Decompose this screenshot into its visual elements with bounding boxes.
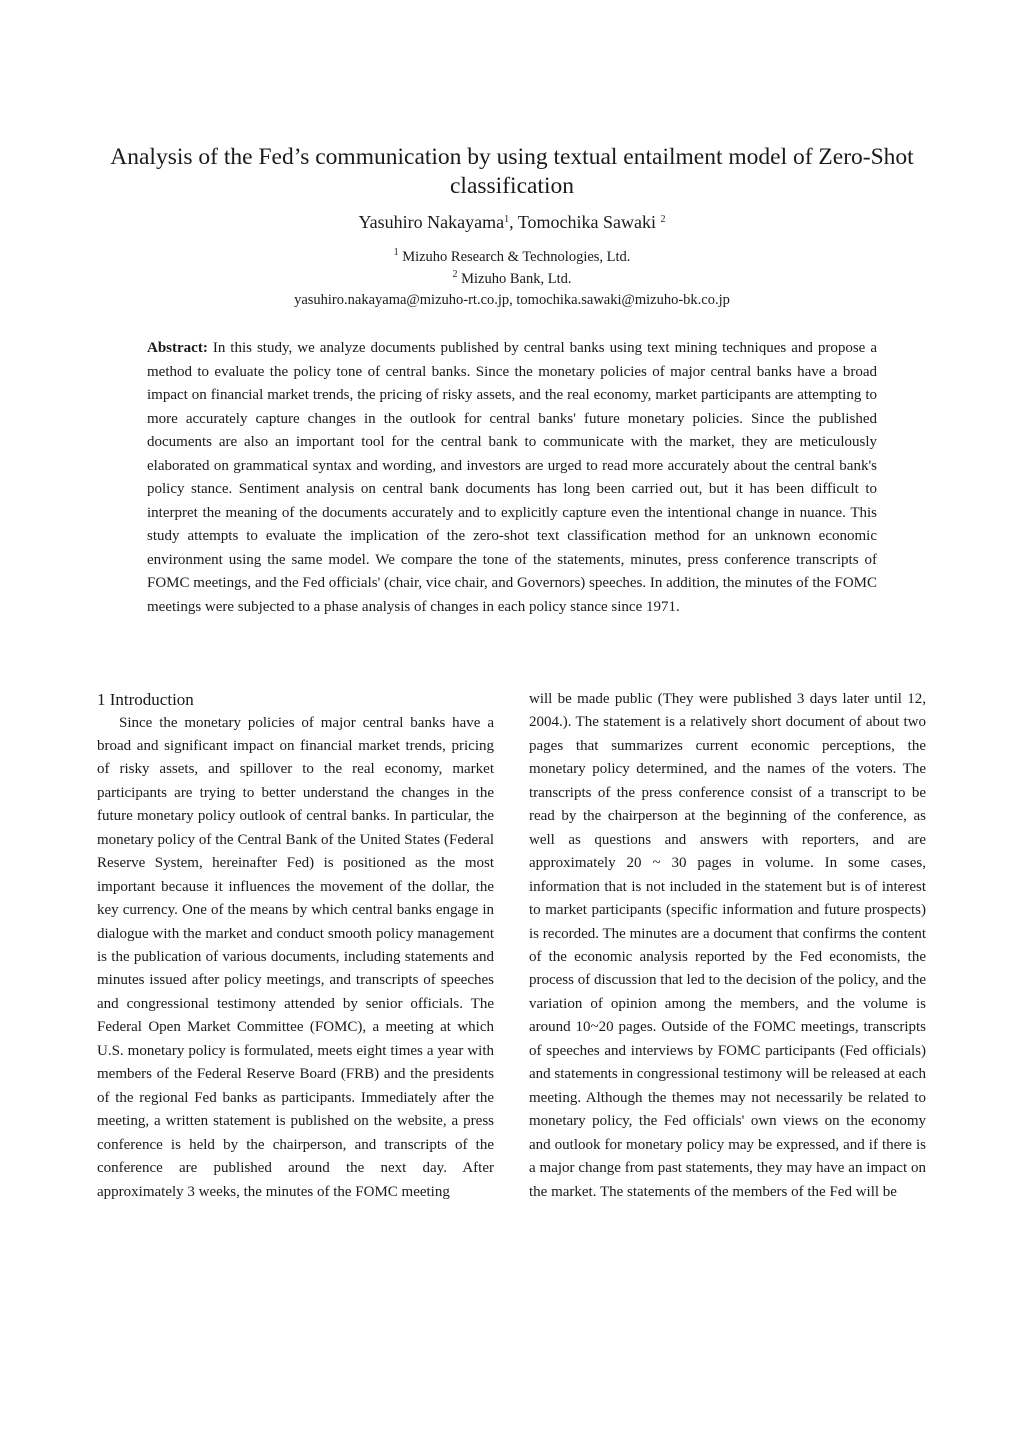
affiliation-marker: 2 xyxy=(452,269,458,280)
affiliation-marker: 2 xyxy=(660,214,666,225)
abstract-label: Abstract: xyxy=(147,340,208,356)
section-heading: 1 Introduction xyxy=(97,690,194,709)
affiliation-text: Mizuho Research & Technologies, Ltd. xyxy=(398,249,631,265)
affiliation xyxy=(0,269,1024,289)
affiliation xyxy=(0,247,1024,267)
body-paragraph: will be made public (They were published 3 days later until 12, 2004.). The statement is a relatively short document of about two pages that summarizes current economic perceptions, the monetary policy determined, and the names of the voters. The transcripts of the press conference consist of a transcript to be read by the chairperson at the beginning of the conference, as well as questions and answers with reporters, and are approximately 20 ~ 30 pages in volume. In some cases, information that is not included in the statement but is of interest to market participants (specific information and future prospects) is recorded. The minutes are a document that confirms the content of the economic analysis reported by the Fed economists, the process of discussion that led to the decision of the policy, and the variation of opinion among the members, and the volume is around 10~20 pages. Outside of the FOMC meetings, transcripts of speeches and interviews by FOMC participants (Fed officials) and statements in congressional testimony will be released at each meeting. Although the themes may not necessarily be related to monetary policy, the Fed officials' own views on the economy and outlook for monetary policy may be expressed, and if there is a major change from past statements, they may have an impact on the market. The statements of the members of the Fed will be xyxy=(529,691,926,1200)
right-column xyxy=(529,688,926,1204)
affiliation-marker: 1 xyxy=(393,247,399,258)
author-separator: , xyxy=(509,212,518,232)
abstract xyxy=(147,337,877,619)
paper-title: Analysis of the Fed’s communication by using textual entailment model of Zero-Shot classification xyxy=(110,144,914,199)
affiliation-text: Mizuho Bank, Ltd. xyxy=(457,271,572,287)
author-name: Yasuhiro Nakayama xyxy=(358,212,505,232)
body-paragraph: Since the monetary policies of major central banks have a broad and significant impact on financial market trends, pricing of risky assets, and spillover to the real economy, market participants are trying to better understand the changes in the future monetary policy outlook of central banks. In particular, the monetary policy of the Central Bank of the United States (Federal Reserve System, hereinafter Fed) is positioned as the most important because it influences the movement of the dollar, the key currency. One of the means by which central banks engage in dialogue with the market and conduct smooth policy management is the publication of various documents, including statements and minutes issued after policy meetings, and transcripts of speeches and congressional testimony attended by senior officials. The Federal Open Market Committee (FOMC), a meeting at which U.S. monetary policy is formulated, meets eight times a year with members of the Federal Reserve Board (FRB) and the presidents of the regional Fed banks as participants. Immediately after the meeting, a written statement is published on the website, a press conference is held by the chairperson, and transcripts of the conference are published around the next day. After approximately 3 weeks, the minutes of the FOMC meeting xyxy=(97,714,494,1200)
affiliation-marker: 1 xyxy=(504,214,510,225)
left-column xyxy=(97,688,494,1204)
author-name: Tomochika Sawaki xyxy=(517,212,661,232)
author-emails: yasuhiro.nakayama@mizuho-rt.co.jp, tomochika.sawaki@mizuho-bk.co.jp xyxy=(294,292,730,308)
author-line xyxy=(0,210,1024,234)
abstract-text: In this study, we analyze documents published by central banks using text mining techniques and propose a method to evaluate the policy tone of central banks. Since the monetary policies of major central banks have a broad impact on financial market trends, the pricing of risky assets, and the real economy, market participants are attempting to more accurately capture changes in the outlook for central banks' future monetary policies. Since the published documents are also an important tool for the central bank to communicate with the market, they are meticulously elaborated on grammatical syntax and wording, and investors are urged to read more accurately about the central bank's policy stance. Sentiment analysis on central bank documents has long been carried out, but it has been difficult to interpret the meaning of the documents accurately and to explicitly capture even the intentional change in nuance. This study attempts to evaluate the implication of the zero-shot text classification method for an unknown economic environment using the same model. We compare the tone of the statements, minutes, press conference transcripts of FOMC meetings, and the Fed officials' (chair, vice chair, and Governors) speeches. In addition, the minutes of the FOMC meetings were subjected to a phase analysis of changes in each policy stance since 1971. xyxy=(147,340,877,615)
